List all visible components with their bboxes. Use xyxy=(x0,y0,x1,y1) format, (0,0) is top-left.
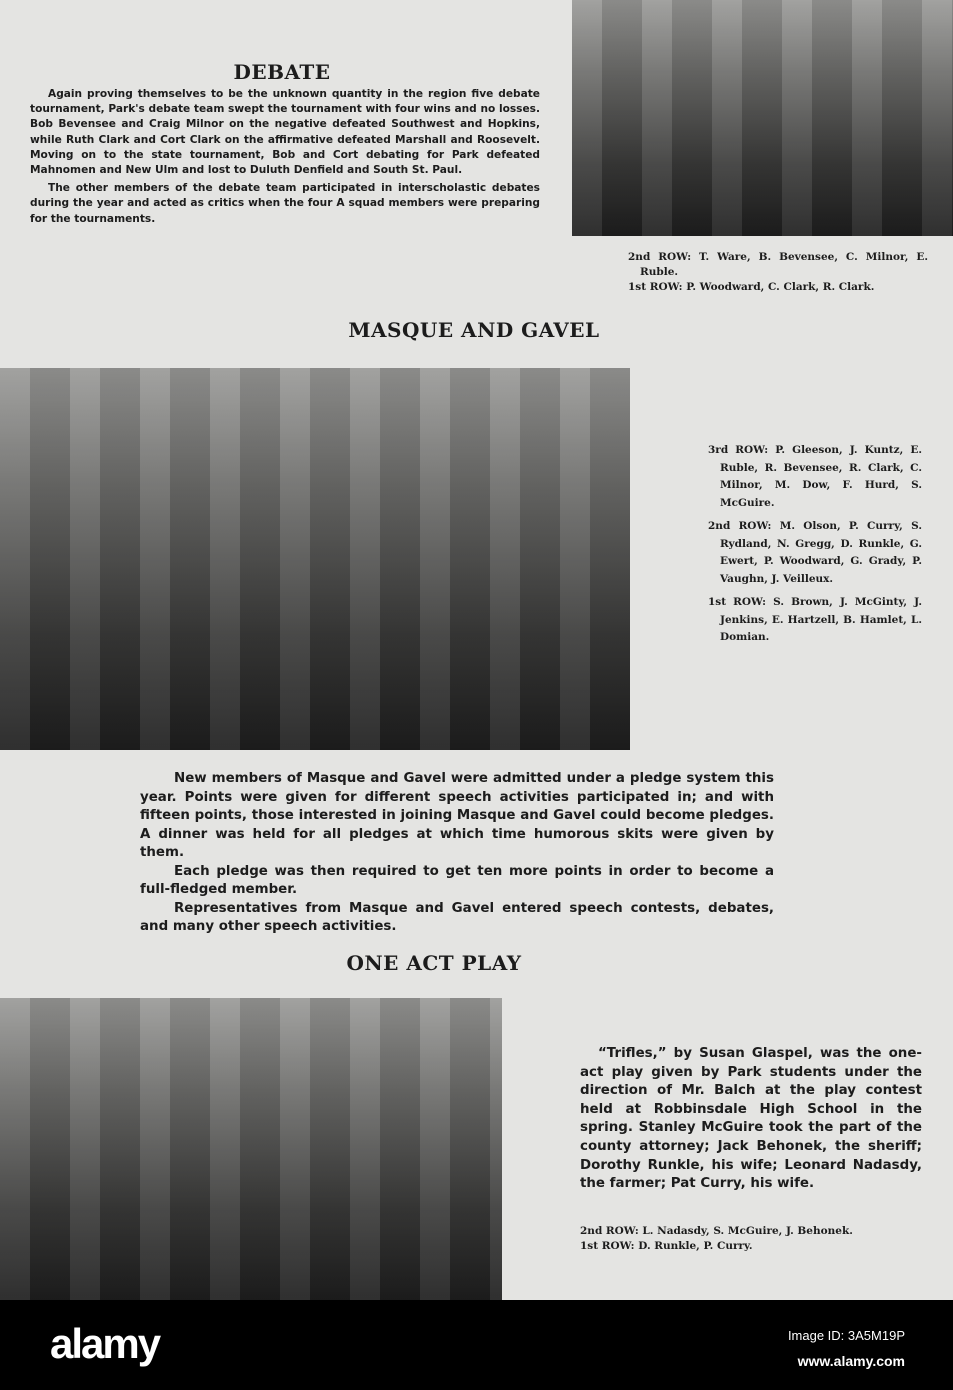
play-paragraph: “Trifles,” by Susan Glaspel, was the one-act play given by Park students under the direction of Mr. Balch at the play contest held at Robbinsdale High School in the spring. Stanley McGuire took the part of the county attorney; Jack Behonek, the sheriff; Dorothy Runkle, his wife; Leonard Nadasdy, the farmer; Pat Curry, his wife. xyxy=(580,1046,922,1192)
masque-heading: MASQUE AND GAVEL xyxy=(348,318,600,342)
caption-row: 2nd ROW: M. Olson, P. Curry, S. Rydland, N. Gregg, D. Runkle, G. Ewert, P. Woodward, G. Grady, P. Vaughn, J. Veilleux. xyxy=(708,520,922,585)
caption-row: 1st ROW: P. Woodward, C. Clark, R. Clark. xyxy=(628,281,875,293)
caption-row: 2nd ROW: L. Nadasdy, S. McGuire, J. Behonek. xyxy=(580,1225,853,1237)
debate-caption xyxy=(628,250,928,295)
debate-heading: DEBATE xyxy=(233,60,331,84)
play-heading: ONE ACT PLAY xyxy=(346,951,522,975)
debate-team-photo xyxy=(572,0,953,236)
masque-gavel-photo xyxy=(0,368,630,750)
caption-row: 1st ROW: S. Brown, J. McGinty, J. Jenkins, E. Hartzell, B. Hamlet, L. Domian. xyxy=(708,596,922,643)
site-url: www.alamy.com xyxy=(797,1353,905,1369)
caption-row: 3rd ROW: P. Gleeson, J. Kuntz, E. Ruble, R. Bevensee, R. Clark, C. Milnor, M. Dow, F. Hurd, S. McGuire. xyxy=(708,444,922,509)
one-act-play-photo xyxy=(0,998,502,1300)
play-caption xyxy=(580,1224,925,1254)
caption-row: 1st ROW: D. Runkle, P. Curry. xyxy=(580,1240,753,1252)
masque-paragraph: Representatives from Masque and Gavel entered speech contests, debates, and many other speech activities. xyxy=(140,900,774,934)
alamy-logo: alamy xyxy=(50,1320,160,1367)
play-text xyxy=(580,1045,922,1194)
masque-caption xyxy=(708,442,922,653)
debate-paragraph: Again proving themselves to be the unknown quantity in the region five debate tournament, Park's debate team swept the tournament with four wins and no losses. Bob Bevensee and Craig Milnor on the negative defeated Southwest and Hopkins, while Ruth Clark and Cort Clark on the affirmative defeated Marshall and Roosevelt. Moving on to the state tournament, Bob and Cort debating for Park defeated Mahnomen and New Ulm and lost to Duluth Denfield and South St. Paul. xyxy=(30,88,540,177)
watermark-footer xyxy=(0,1300,953,1390)
debate-paragraph: The other members of the debate team participated in interscholastic debates during the year and acted as critics when the four A squad members were preparing for the tournaments. xyxy=(30,182,540,225)
image-id: Image ID: 3A5M19P xyxy=(787,1328,905,1343)
masque-paragraph: New members of Masque and Gavel were admitted under a pledge system this year. Points were given for different speech activities participated in; and with fifteen points, those interested in joining Masque and Gavel could become pledges. A dinner was held for all pledges at which time humorous skits were given by them. xyxy=(140,771,774,860)
caption-row: 2nd ROW: T. Ware, B. Bevensee, C. Milnor, E. Ruble. xyxy=(628,251,928,278)
masque-text xyxy=(140,770,774,937)
debate-text xyxy=(30,87,540,227)
masque-paragraph: Each pledge was then required to get ten more points in order to become a full-fledged member. xyxy=(140,863,774,897)
